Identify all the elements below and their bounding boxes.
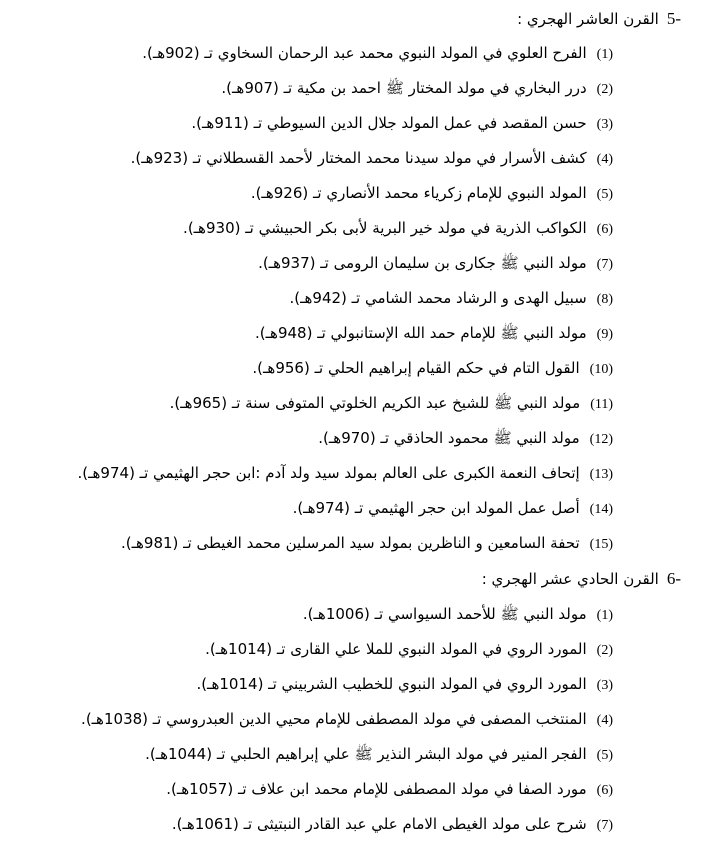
item-text: المورد الروي في المولد النبوي للخطيب الشربيني تـ (1014هـ). [196,675,587,693]
list-item [142,36,613,70]
item-number: (10) [589,362,613,377]
list-item [145,737,613,771]
item-text: إتحاف النعمة الكبرى على العالم بمولد سيد ولد آدم :ابن حجر الهثيمي تـ (974هـ). [77,464,580,482]
item-text: القول التام في حكم القيام إبراهيم الحلي تـ (956هـ). [252,359,580,377]
item-number: (1) [596,608,613,623]
list-item [221,71,613,105]
item-text: المورد الروي في المولد النبوي للملا علي القارى تـ (1014هـ). [205,640,587,658]
item-number: (5) [596,748,613,763]
list-item [252,351,613,385]
item-text: المنتخب المصفى في مولد المصطفى للإمام محيي الدين العبدروسي تـ (1038هـ). [81,710,587,728]
item-text: الفجر المنير في مولد البشر النذير ﷺ علي إبراهيم الحلبي تـ (1044هـ). [145,745,587,763]
section-number: 5- [666,9,681,28]
list-item [166,772,613,806]
item-text: مولد النبي ﷺ للشيخ عبد الكريم الخلوتي المتوفى سنة تـ (965هـ). [169,394,581,412]
item-text: حسن المقصد في عمل المولد جلال الدين السيوطي تـ (911هـ). [191,114,587,132]
item-number: (12) [589,432,613,447]
item-text: شرح على مولد الغيطى الامام علي عبد القادر النبتيثى تـ (1061هـ). [171,815,587,833]
item-number: (13) [589,467,613,482]
item-text: مورد الصفا في مولد المصطفى للإمام محمد ابن علاف تـ (1057هـ). [166,780,587,798]
list-item [255,316,613,350]
item-text: مولد النبي ﷺ للأحمد السيواسي تـ (1006هـ). [302,605,587,623]
list-item [121,526,613,560]
list-item [293,491,613,525]
item-number: (7) [596,257,613,272]
list-item [196,667,613,701]
item-text: مولد النبي ﷺ محمود الحاذقي تـ (970هـ). [318,429,580,447]
item-number: (14) [589,502,613,517]
section-number: 6- [666,569,681,588]
list-item [205,632,613,666]
item-number: (4) [596,152,613,167]
list-item [289,281,613,315]
item-text: درر البخاري في مولد المختار ﷺ احمد بن مكية تـ (907هـ). [221,79,587,97]
section-title: القرن العاشر الهجري : [517,10,659,28]
list-item [77,456,613,490]
list-item [183,211,613,245]
list-item [303,597,613,631]
item-number: (9) [596,327,613,342]
list-item [251,176,613,210]
item-text: الفرح العلوي في المولد النبوي محمد عبد الرحمان السخاوي تـ (902هـ). [142,44,587,62]
item-number: (7) [596,818,613,833]
item-text: الكواكب الذرية في مولد خير البرية لأبى بكر الحبيشي تـ (930هـ). [183,219,587,237]
item-text: تحفة السامعين و الناظرين بمولد سيد المرسلين محمد الغيطى تـ (981هـ). [120,534,580,552]
item-number: (3) [596,678,613,693]
item-text: المولد النبوي للإمام زكرياء محمد الأنصاري تـ (926هـ). [250,184,587,202]
section-heading [482,562,681,596]
item-number: (3) [596,117,613,132]
item-number: (5) [596,187,613,202]
item-number: (2) [596,82,613,97]
list-item [131,141,613,175]
item-text: مولد النبي ﷺ للإمام حمد الله الإستانبولي تـ (948هـ). [255,324,587,342]
item-number: (6) [596,222,613,237]
list-item [258,246,613,280]
section-title: القرن الحادي عشر الهجري : [481,570,659,588]
item-number: (15) [589,537,613,552]
item-number: (2) [596,643,613,658]
item-text: كشف الأسرار في مولد سيدنا محمد المختار لأحمد القسطلاني تـ (923هـ). [130,149,587,167]
item-number: (8) [596,292,613,307]
item-text: أصل عمل المولد ابن حجر الهثيمي تـ (974هـ). [292,499,580,517]
item-text: سبيل الهدى و الرشاد محمد الشامي تـ (942هـ). [289,289,587,307]
item-number: (11) [590,397,613,412]
list-item [170,386,613,420]
section-heading [517,2,681,36]
list-item [81,702,613,736]
item-number: (6) [596,783,613,798]
list-item [172,807,613,841]
item-number: (1) [596,47,613,62]
item-text: مولد النبي ﷺ جكارى بن سليمان الرومى تـ (937هـ). [258,254,587,272]
list-item [318,421,613,455]
list-item [191,106,613,140]
item-number: (4) [596,713,613,728]
